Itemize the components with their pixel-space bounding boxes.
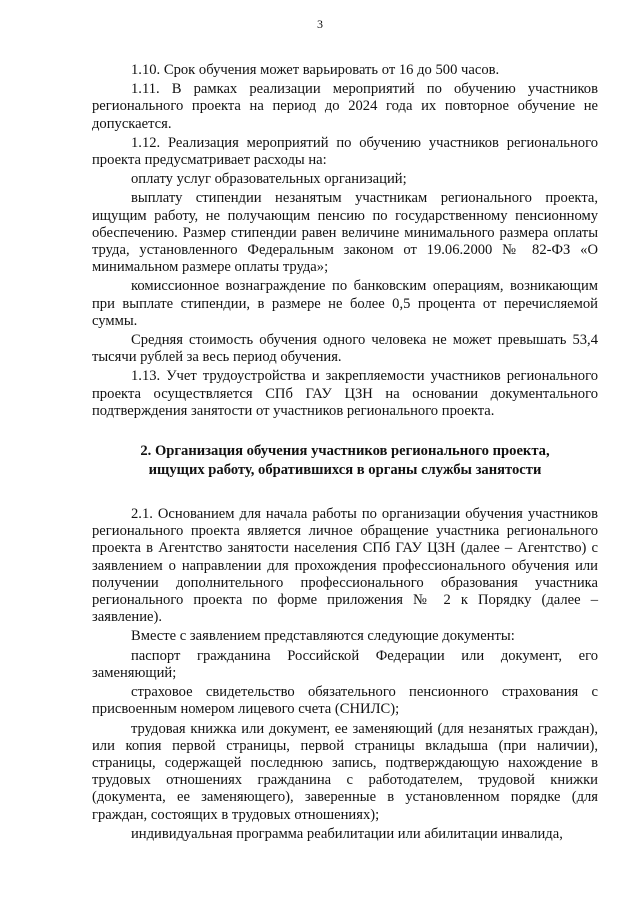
section-heading xyxy=(92,442,598,480)
document-body xyxy=(92,62,598,845)
section-heading-line-1: 2. Организация обучения участников регионального проекта, xyxy=(140,443,550,460)
list-item-snils: страховое свидетельство обязательного пенсионного страхования с присвоенным номером лицевого счета (СНИЛС); xyxy=(92,684,598,718)
paragraph-1-13: 1.13. Учет трудоустройства и закрепляемости участников регионального проекта осуществляется СПб ГАУ ЦЗН на основании документального подтверждения занятости от участников регионального проекта. xyxy=(92,368,598,419)
list-item-stipend: выплату стипендии незанятым участникам регионального проекта, ищущим работу, не получающим пенсию по государственному пенсионному обеспечению. Размер стипендии равен величине минимального размера оплаты труда, установленного Федеральным законом от 19.06.2000 № 82-ФЗ «О минимальном размере оплаты труда»; xyxy=(92,190,598,276)
paragraph-2-1: 2.1. Основанием для начала работы по организации обучения участников регионального проекта является личное обращение участника регионального проекта в Агентство занятости населения СПб ГАУ ЦЗН (далее – Агентство) с заявлением о направлении для прохождения профессионального обучения или получении дополнительного профессионального образования участника регионального проекта по форме приложения № 2 к Порядку (далее – заявление). xyxy=(92,506,598,626)
list-item-bank-commission: комиссионное вознаграждение по банковским операциям, возникающим при выплате стипендии, в размере не более 0,5 процента от перечисляемой суммы. xyxy=(92,278,598,329)
list-item-passport: паспорт гражданина Российской Федерации или документ, его заменяющий; xyxy=(92,647,598,681)
section-heading-line-2: ищущих работу, обратившихся в органы службы занятости xyxy=(148,462,542,479)
list-item-education-services: оплату услуг образовательных организаций; xyxy=(131,171,407,188)
paragraph-1-12: 1.12. Реализация мероприятий по обучению участников регионального проекта предусматривает расходы на: xyxy=(92,134,598,169)
paragraph-1-10: 1.10. Срок обучения может варьировать от 16 до 500 часов. xyxy=(131,62,500,78)
list-item-rehabilitation-program: индивидуальная программа реабилитации или абилитации инвалида, xyxy=(131,825,563,842)
paragraph-1-11: 1.11. В рамках реализации мероприятий по обучению участников регионального проекта на период до 2024 года их повторное обучение не допускается. xyxy=(92,81,598,132)
page-number: 3 xyxy=(317,17,323,31)
paragraph-documents-intro: Вместе с заявлением представляются следующие документы: xyxy=(131,628,515,645)
list-item-work-record: трудовая книжка или документ, ее заменяющий (для незанятых граждан), или копия первой страницы, первой страницы вкладыша (при наличии), страницы, содержащей последнюю запись, подтверждающую нахождение в трудовых отношениях гражданина с работодателем, трудовой книжки (документа, ее заменяющего), заверенные в установленном порядке (для граждан, состоящих в трудовых отношениях); xyxy=(92,720,598,823)
paragraph-average-cost: Средняя стоимость обучения одного человека не может превышать 53,4 тысячи рублей за весь период обучения. xyxy=(92,332,598,366)
